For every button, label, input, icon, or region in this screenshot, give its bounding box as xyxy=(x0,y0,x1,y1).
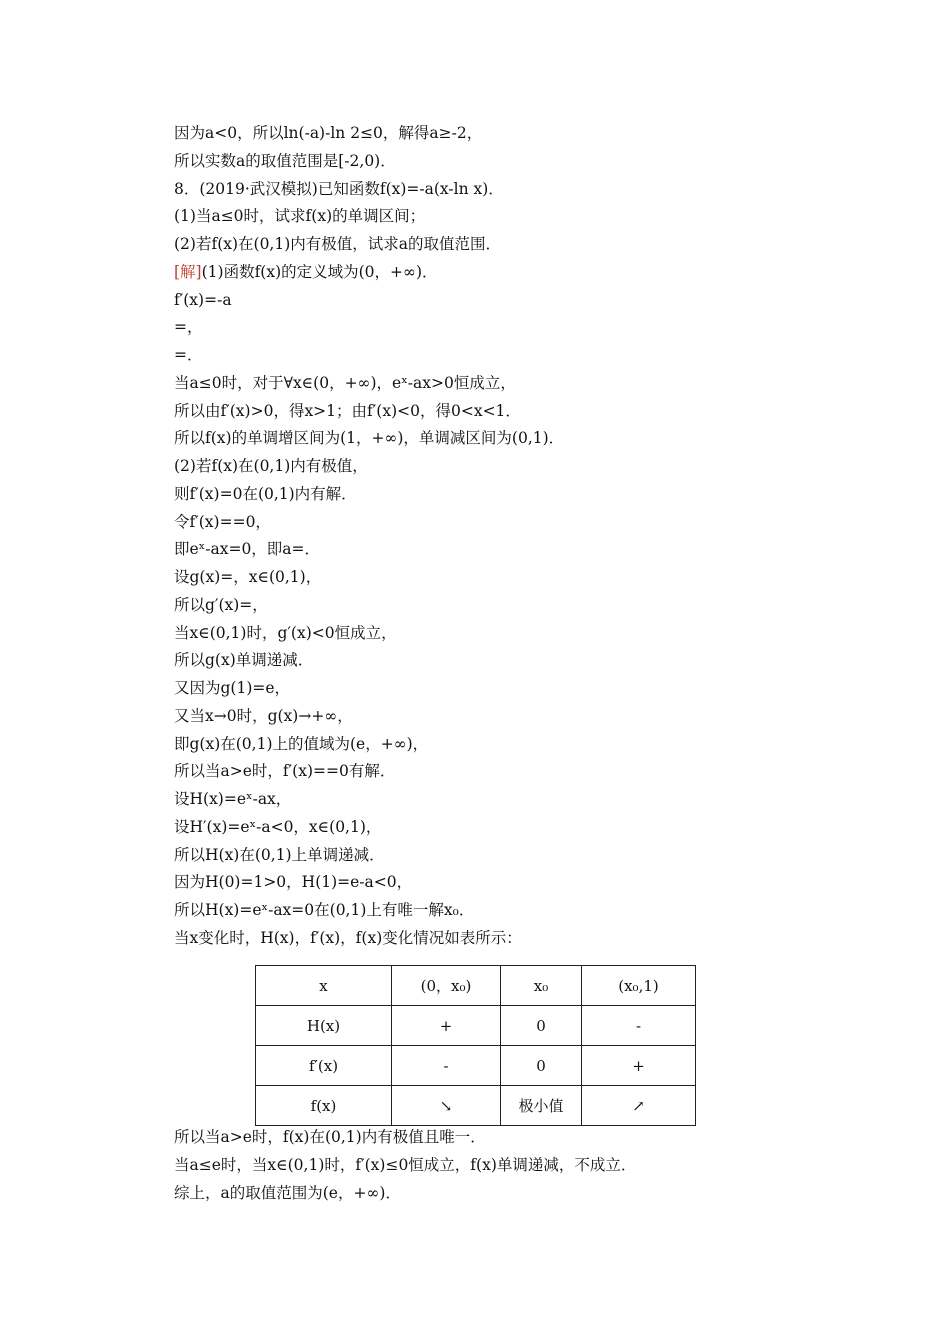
text-line: 当a≤e时，当x∈(0,1)时，f′(x)≤0恒成立，f(x)单调递减，不成立． xyxy=(174,1155,637,1174)
text-line: 所以由f′(x)>0，得x>1；由f′(x)<0，得0<x<1． xyxy=(174,401,521,420)
variation-table-wrap xyxy=(255,965,696,1126)
text-line: 所以H(x)在(0,1)上单调递减． xyxy=(174,845,385,864)
text-line: 所以H(x)=eˣ-ax=0在(0,1)上有唯一解x₀． xyxy=(174,901,475,919)
text-line: 设g(x)=，x∈(0,1)， xyxy=(174,568,322,586)
table-row xyxy=(256,1086,696,1126)
solution-text xyxy=(174,120,774,953)
table-cell: x₀ xyxy=(501,966,582,1006)
text-line: 即g(x)在(0,1)上的值域为(e，+∞)， xyxy=(174,734,429,753)
text-line: 又因为g(1)=e， xyxy=(174,679,291,697)
table-row xyxy=(256,1006,696,1046)
text-line: 设H′(x)=eˣ-a<0，x∈(0,1)， xyxy=(174,817,382,836)
text-line: 因为H(0)=1>0，H(1)=e-a<0， xyxy=(174,873,413,892)
problem-part-1: (1)当a≤0时，试求f(x)的单调区间； xyxy=(174,207,426,226)
table-row xyxy=(256,1046,696,1086)
increasing-arrow-icon: ↗ xyxy=(582,1086,696,1126)
text-line: 所以g(x)单调递减． xyxy=(174,651,314,670)
text-line: 即eˣ-ax=0，即a=． xyxy=(174,540,321,559)
text-line: 所以当a>e时，f(x)在(0,1)内有极值且唯一． xyxy=(174,1128,486,1146)
table-cell: f′(x) xyxy=(256,1046,392,1086)
solution-first-text: (1)函数f(x)的定义域为(0，+∞)． xyxy=(201,262,438,281)
table-cell: (0，x₀) xyxy=(392,966,501,1006)
solution-start-line xyxy=(174,259,774,287)
text-line: 综上，a的取值范围为(e，+∞)． xyxy=(174,1183,401,1202)
text-line: 所以f(x)的单调增区间为(1，+∞)，单调减区间为(0,1)． xyxy=(174,429,565,448)
table-cell: + xyxy=(582,1046,696,1086)
text-line: 因为a<0，所以ln(-a)-ln 2≤0，解得a≥-2， xyxy=(174,124,483,142)
text-line: 设H(x)=eˣ-ax， xyxy=(174,790,292,808)
table-cell: + xyxy=(392,1006,501,1046)
text-line: 所以g′(x)=， xyxy=(174,595,268,614)
conclusion-text xyxy=(174,1124,774,1207)
table-cell: f(x) xyxy=(256,1086,392,1126)
text-line: =． xyxy=(174,346,203,364)
table-cell: 0 xyxy=(501,1046,582,1086)
text-line: 又当x→0时，g(x)→+∞， xyxy=(174,706,353,725)
variation-table xyxy=(255,965,696,1126)
problem-part-2: (2)若f(x)在(0,1)内有极值，试求a的取值范围． xyxy=(174,235,502,253)
table-header-row xyxy=(256,966,696,1006)
table-cell: 极小值 xyxy=(501,1086,582,1126)
table-cell: - xyxy=(582,1006,696,1046)
text-line: 则f′(x)=0在(0,1)内有解． xyxy=(174,484,357,503)
solution-tag: [解] xyxy=(174,262,202,281)
table-cell: x xyxy=(256,966,392,1006)
text-line: 当x变化时，H(x)，f′(x)，f(x)变化情况如表所示： xyxy=(174,928,522,947)
text-line: 所以实数a的取值范围是[-2,0)． xyxy=(174,151,396,170)
table-cell: - xyxy=(392,1046,501,1086)
text-line: 令f′(x)==0， xyxy=(174,512,271,531)
table-cell: H(x) xyxy=(256,1006,392,1046)
text-line: =， xyxy=(174,318,203,337)
table-cell: 0 xyxy=(501,1006,582,1046)
text-line: f′(x)=-a xyxy=(174,290,232,309)
table-cell: (x₀,1) xyxy=(582,966,696,1006)
decreasing-arrow-icon: ↘ xyxy=(392,1086,501,1126)
text-line: 所以当a>e时，f′(x)==0有解． xyxy=(174,762,396,781)
text-line: 当a≤0时，对于∀x∈(0，+∞)，eˣ-ax>0恒成立， xyxy=(174,373,516,392)
problem-statement: 8．(2019·武汉模拟)已知函数f(x)=-a(x-ln x)． xyxy=(174,179,504,198)
text-line: 当x∈(0,1)时，g′(x)<0恒成立， xyxy=(174,623,397,642)
text-line: (2)若f(x)在(0,1)内有极值， xyxy=(174,457,368,475)
